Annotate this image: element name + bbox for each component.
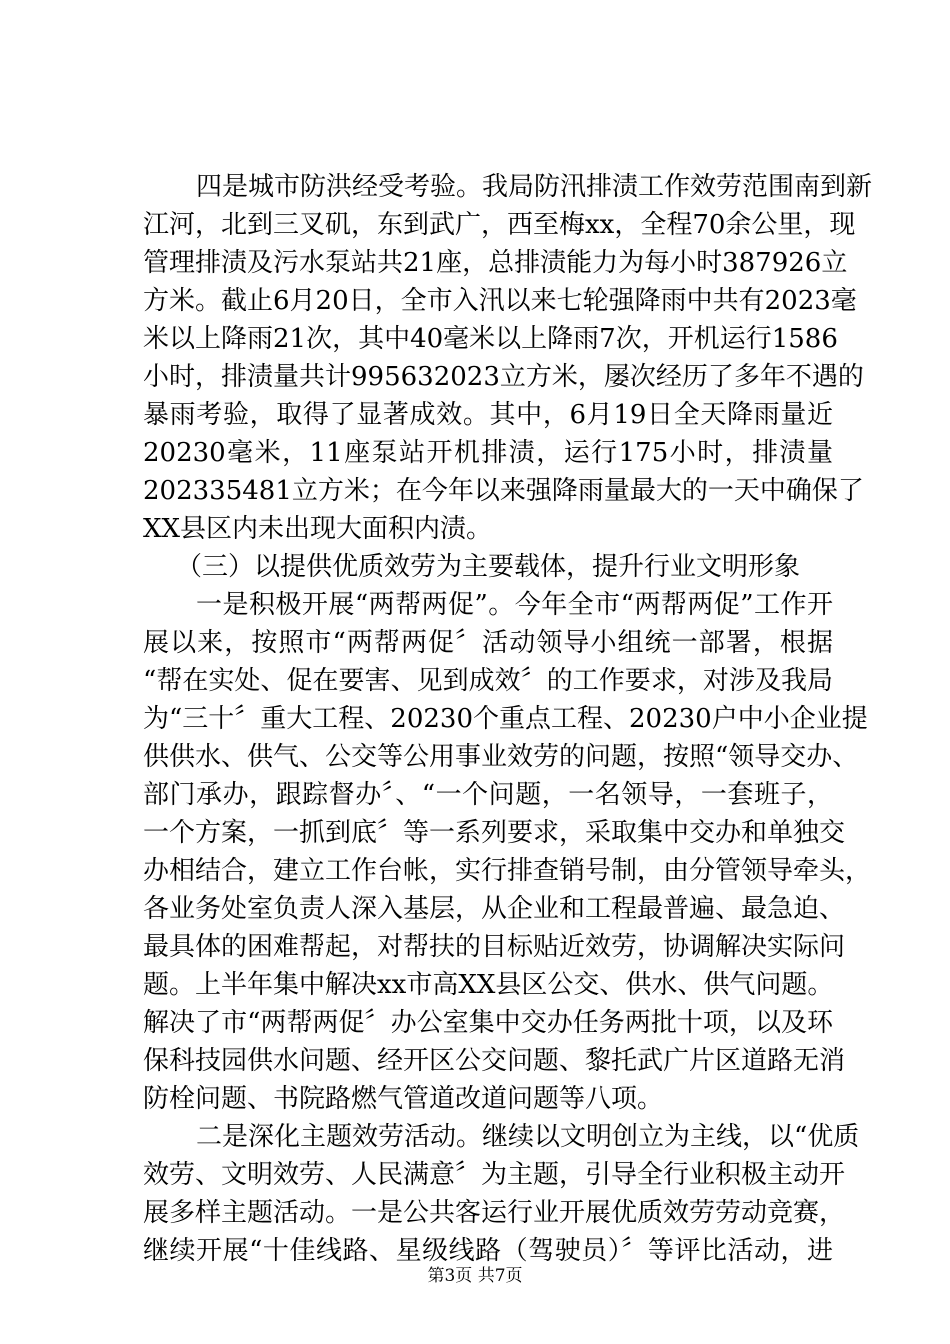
text-line: 防栓问题、书院路燃气管道改道问题等八项。	[143, 1084, 664, 1114]
text-line: 解决了市“两帮两促〞办公室集中交办任务两批十项，以及环	[143, 1008, 833, 1038]
text-line: XX县区内未出现大面积内渍。	[143, 514, 493, 544]
text-line: 20230毫米，11座泵站开机排渍，运行175小时，排渍量	[143, 438, 833, 468]
text-line: 效劳、文明效劳、人民满意〞为主题，引导全行业积极主动开	[143, 1160, 846, 1190]
page-number-footer: 第3页 共7页	[427, 1266, 523, 1286]
text-line: 管理排渍及污水泵站共21座，总排渍能力为每小时387926立	[143, 248, 848, 278]
text-line: 部门承办，跟踪督办〞、“一个问题，一名领导，一套班子，	[143, 780, 833, 810]
text-line: 四是城市防洪经受考验。我局防汛排渍工作效劳范围南到新	[196, 172, 873, 202]
text-line: 各业务处室负责人深入基层，从企业和工程最普遍、最急迫、	[143, 894, 846, 924]
text-line: “帮在实处、促在要害、见到成效〞的工作要求，对涉及我局	[143, 666, 833, 696]
text-line: 江河，北到三叉矶，东到武广，西至梅xx，全程70余公里，现	[143, 210, 856, 240]
text-line: 展多样主题活动。一是公共客运行业开展优质效劳劳动竞赛，	[143, 1198, 846, 1228]
text-line: 保科技园供水问题、经开区公交问题、黎托武广片区道路无消	[143, 1046, 846, 1076]
text-line: 办相结合，建立工作台帐，实行排查销号制，由分管领导牵头，	[143, 856, 872, 886]
text-line: 最具体的困难帮起，对帮扶的目标贴近效劳，协调解决实际问	[143, 932, 846, 962]
text-line: 一个方案，一抓到底〞等一系列要求，采取集中交办和单独交	[143, 818, 846, 848]
text-line: 展以来，按照市“两帮两促〞活动领导小组统一部署，根据	[143, 628, 833, 658]
text-line: 小时，排渍量共计995632023立方米，屡次经历了多年不遇的	[143, 362, 864, 392]
text-line: 二是深化主题效劳活动。继续以文明创立为主线，以“优质	[196, 1122, 860, 1152]
section-heading: （三）以提供优质效劳为主要载体，提升行业文明形象	[176, 552, 801, 582]
text-line: 继续开展“十佳线路、星级线路（驾驶员）〞等评比活动，进	[143, 1236, 833, 1266]
text-line: 题。上半年集中解决xx市高XX县区公交、供水、供气问题。	[143, 970, 834, 1000]
text-line: 供供水、供气、公交等公用事业效劳的问题，按照“领导交办、	[143, 742, 859, 772]
text-line: 米以上降雨21次，其中40毫米以上降雨7次，开机运行1586	[143, 324, 838, 354]
text-line: 方米。截止6月20日，全市入汛以来七轮强降雨中共有2023毫	[143, 286, 857, 316]
text-line: 暴雨考验，取得了显著成效。其中，6月19日全天降雨量近	[143, 400, 833, 430]
text-line: 一是积极开展“两帮两促”。今年全市“两帮两促”工作开	[196, 590, 833, 620]
text-line: 202335481立方米；在今年以来强降雨量最大的一天中确保了	[143, 476, 864, 506]
text-line: 为“三十〞重大工程、20230个重点工程、20230户中小企业提	[143, 704, 868, 734]
